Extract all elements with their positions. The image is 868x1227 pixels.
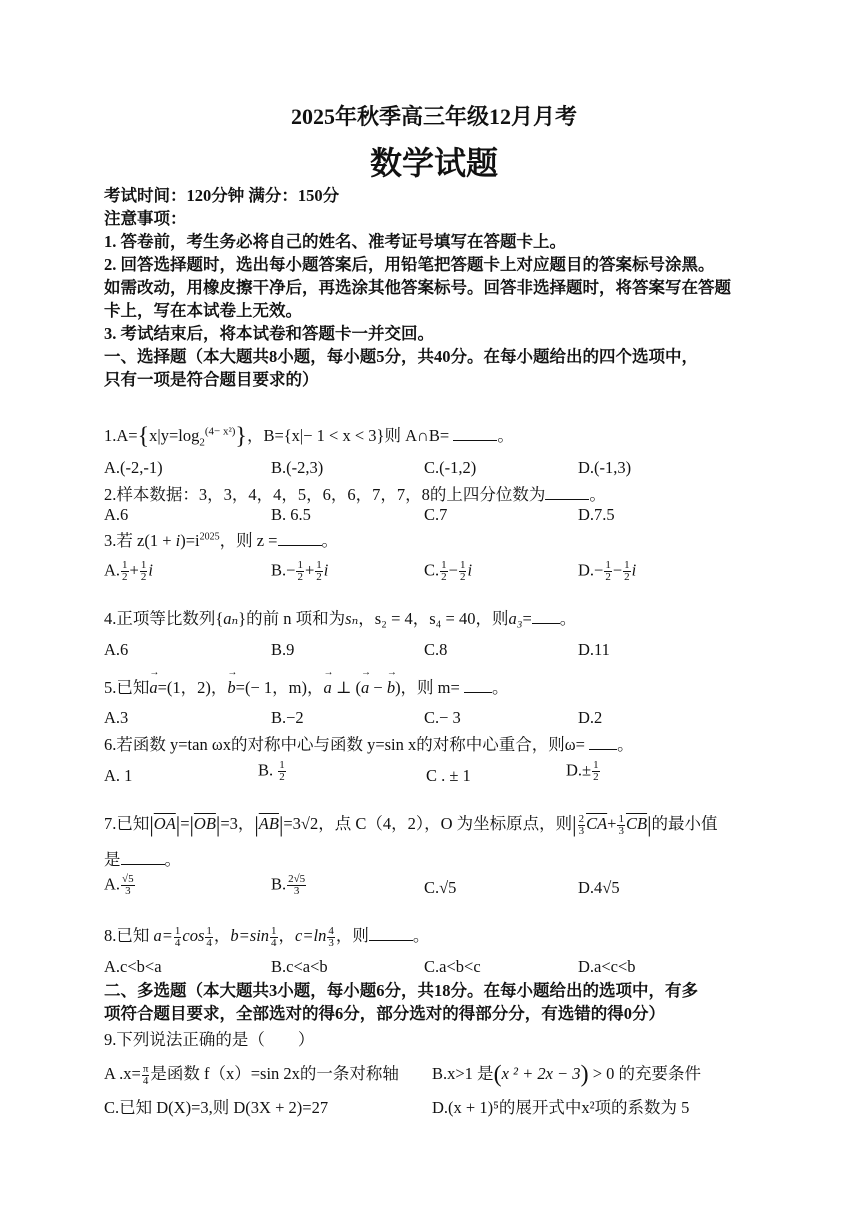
- q3-d-frac2: [623, 560, 631, 583]
- q7-frac2-den: 3: [618, 824, 624, 837]
- q3-a-unit: i: [148, 560, 153, 580]
- q4-end: 。: [559, 609, 577, 628]
- section2-heading-cont: 项符合题目要求，全部选对的得6分，部分选对的得部分分，有选错的得0分）: [104, 1004, 665, 1023]
- q7-a-frac: [121, 874, 135, 897]
- q7-b-frac-den: 3: [293, 885, 300, 897]
- q3-i: i: [175, 531, 181, 550]
- q6-b-frac: [278, 760, 286, 783]
- q7-plus: +: [607, 814, 617, 833]
- q4-sn: sₙ: [345, 609, 359, 628]
- q3-a-label: A.: [104, 560, 121, 580]
- q7-a-frac-den: 3: [125, 885, 131, 897]
- q7-frac1-den: 3: [578, 824, 585, 837]
- q8-cos-frac: [205, 926, 213, 949]
- q1-mid: ，B={x|− 1 < x < 3}则 A∩B=: [246, 426, 450, 445]
- q3-d-sign1: −: [594, 560, 604, 580]
- q3-d-sign2: −: [612, 560, 623, 580]
- q4-option-c: C.8: [424, 640, 448, 659]
- q3-end: 。: [321, 531, 338, 550]
- q5-vec-b2: → b: [387, 678, 395, 698]
- q8-ln-frac: [327, 926, 335, 949]
- q8-sin-frac-den: 4: [271, 936, 277, 949]
- q1-log-arg: (4− x²): [204, 425, 236, 438]
- q3-b-frac1-num: 1: [297, 559, 303, 571]
- subject-title: 数学试题: [369, 144, 498, 182]
- notice-2-cont: 如需改动，用橡皮擦干净后，再选涂其他答案标号。回答非选择题时，将答案写在答题: [104, 278, 731, 297]
- q7-text2: =: [180, 814, 190, 833]
- q3-answer-blank[interactable]: [278, 531, 322, 546]
- q3-d-frac2-den: 2: [624, 571, 630, 583]
- q5-vec-a2: → a: [323, 678, 331, 698]
- q3-b-label: B.: [271, 560, 287, 580]
- q8-ln: ln: [313, 926, 327, 945]
- q6-d-frac-num: 1: [593, 759, 599, 771]
- q9-option-c: C.已知 D(X)=3,则 D(3X + 2)=27: [104, 1098, 329, 1117]
- q3-b-frac2-num: 1: [316, 559, 322, 571]
- q3-d-frac1: [604, 560, 612, 583]
- q3-prefix: 3.若 z(1 +: [104, 531, 176, 550]
- q3-c-frac1: [440, 560, 448, 583]
- question-4: [104, 605, 576, 629]
- q3-a-frac2-den: 2: [140, 571, 147, 583]
- q3-c-frac1-den: 2: [441, 571, 447, 583]
- q9-option-b: B.x>1 是(x ² + 2x − 3) > 0 的充要条件: [432, 1061, 701, 1088]
- q3-c-frac2-den: 2: [459, 571, 466, 583]
- q1-option-a: A.(-2,-1): [104, 458, 163, 477]
- q8-a-frac-num: 1: [174, 924, 181, 937]
- q6-option-b: [258, 760, 287, 783]
- question-8: [104, 922, 429, 949]
- q5-option-a: A.3: [104, 708, 129, 727]
- q7-option-d: D.4√5: [578, 878, 620, 897]
- q7-vec-oa: $\overline{OA}$: [153, 814, 176, 833]
- q7-option-a: [104, 874, 136, 897]
- q9-a-text1: A .x=: [104, 1064, 141, 1083]
- question-7: 7.已知$|\overline{OA}|=|\overline{OB}|=3$，$|\overline{AB}|=3√2$，点 C（4，2），O 为坐标原点，则| $\frac{2}{3}$ $\overline{CA}+$ $\frac{1}{3}$ $\overline{CB}|$的最小值: [104, 812, 718, 838]
- q8-cos-frac-num: 1: [206, 924, 212, 937]
- q8-option-c: C.a<b<c: [424, 957, 481, 976]
- q5-text4: ⊥ (: [331, 678, 361, 697]
- q9-a-frac-num: π: [142, 1062, 149, 1075]
- q7-b-frac: [287, 874, 306, 897]
- q6-d-frac: [592, 760, 600, 783]
- q5-text1: 5.已知: [104, 678, 150, 697]
- q8-option-b: B.c<a<b: [271, 957, 328, 976]
- q3-d-frac1-den: 2: [605, 571, 611, 583]
- q6-option-d: [566, 760, 601, 783]
- q8-option-d: D.a<c<b: [578, 957, 636, 976]
- q3-option-a: [104, 560, 153, 583]
- q7-vec-ob: $\overline{OB}$: [193, 814, 216, 833]
- q3-d-label: D.: [578, 560, 595, 580]
- q3-option-c: [424, 560, 472, 583]
- q3-c-label: C.: [424, 560, 440, 580]
- q8-ln-frac-num: 4: [328, 924, 334, 937]
- notice-1: 1. 答卷前，考生务必将自己的姓名、准考证号填写在答题卡上。: [104, 232, 566, 251]
- q3-c-sign2: −: [448, 560, 458, 580]
- q8-answer-blank[interactable]: [369, 926, 413, 941]
- q3-d-frac2-num: 1: [624, 559, 630, 571]
- q2-option-b: B. 6.5: [271, 505, 311, 524]
- q9-a-frac-den: 4: [142, 1074, 149, 1087]
- q6-b-frac-num: 1: [279, 759, 285, 771]
- question-7-cont: [104, 846, 181, 870]
- q8-text1: 8.已知: [104, 926, 154, 945]
- q9-b-expr: x ² + 2x − 3: [501, 1064, 581, 1083]
- q9-option-d: D.(x + 1)⁵的展开式中x²项的系数为 5: [432, 1098, 690, 1117]
- q8-a: a=: [153, 926, 173, 945]
- q9-option-a: [104, 1060, 399, 1087]
- q8-cos-frac-den: 4: [206, 936, 212, 949]
- q1-set-a: x|y=log: [149, 426, 200, 445]
- q4-text3: ，s₂ = 4，s₄ = 40，则: [358, 609, 509, 628]
- q1-log-base: 2: [199, 436, 205, 449]
- q3-a-frac2-num: 1: [140, 559, 147, 571]
- q7-frac2-num: 1: [618, 812, 624, 825]
- question-3: [104, 527, 338, 551]
- q1-option-d: D.(-1,3): [578, 458, 632, 477]
- q9-a-frac: [142, 1064, 150, 1087]
- q2-option-a: A.6: [104, 505, 129, 524]
- q8-sin: sin: [249, 926, 270, 945]
- q3-option-b: [271, 560, 328, 583]
- q4-option-b: B.9: [271, 640, 295, 659]
- section1-heading: 一、选择题（本大题共8小题，每小题5分，共40分。在每小题给出的四个选项中，: [104, 347, 698, 366]
- exam-title: 2025年秋季高三年级12月月考: [290, 104, 577, 129]
- q8-end: 。: [412, 926, 430, 945]
- q7-b-label: B.: [271, 874, 287, 894]
- q6-d-frac-den: 2: [593, 771, 599, 783]
- q5-answer-blank[interactable]: [464, 678, 492, 693]
- q3-c-frac2: [459, 560, 467, 583]
- q3-b-sign1: −: [286, 560, 296, 580]
- q8-ln-frac-den: 3: [328, 936, 334, 949]
- q7-frac1-num: 2: [578, 812, 585, 825]
- q5-option-b: B.−2: [271, 708, 304, 727]
- q9-b-text1: B.x>1 是: [432, 1064, 494, 1083]
- q3-b-frac2-den: 2: [316, 571, 322, 583]
- q5-text3: =(− 1，m)，: [235, 678, 324, 697]
- q8-option-a: A.c<b<a: [104, 957, 162, 976]
- q3-b-frac2: [315, 560, 323, 583]
- q4-text2: }的前 n 项和为: [238, 609, 346, 628]
- q3-a-frac2: [140, 560, 148, 583]
- q8-a-frac-den: 4: [174, 936, 181, 949]
- q6-text: 6.若函数 y=tan ωx的对称中心与函数 y=sin x的对称中心重合，则ω=: [104, 735, 585, 754]
- q1-option-c: C.(-1,2): [424, 458, 477, 477]
- q8-cos: cos: [182, 926, 205, 945]
- notice-2-cont2: 卡上，写在本试卷上无效。: [104, 301, 302, 320]
- q8-sin-frac-num: 1: [271, 924, 277, 937]
- q3-mid2: ，则 z =: [219, 531, 278, 550]
- q3-c-frac1-num: 1: [441, 559, 447, 571]
- notice-3: 3. 考试结束后，将本试卷和答题卡一并交回。: [104, 324, 434, 343]
- q3-a-frac1-den: 2: [122, 571, 128, 583]
- q7-vec-ab: $\overline{AB}$: [258, 814, 279, 833]
- q7-option-b: [271, 874, 307, 897]
- question-1: $1.A=\{x|y=\log_2^{(4- x^2)}\}$，B={x|− 1 < x < 3}则 A∩B= 。: [104, 423, 514, 450]
- q1-end: 。: [497, 426, 514, 445]
- q1-prefix: 1.A=: [104, 426, 138, 445]
- q4-an: aₙ: [223, 609, 239, 628]
- q7-frac2: [617, 814, 625, 837]
- q5-end: 。: [491, 678, 509, 697]
- q5-option-d: D.2: [578, 708, 603, 727]
- q3-b-sign2: +: [304, 560, 315, 580]
- q7-end: 。: [164, 850, 181, 869]
- q8-c: c=: [295, 926, 314, 945]
- q3-b-unit: i: [323, 560, 329, 580]
- question-2: [104, 481, 606, 505]
- q3-a-frac1-num: 1: [122, 559, 128, 571]
- question-6: [104, 731, 634, 755]
- q7-line2: 是: [104, 850, 121, 869]
- q7-frac1: [578, 814, 586, 837]
- q7-option-c: C.√5: [424, 878, 457, 897]
- q3-a-frac1: [121, 560, 129, 583]
- q3-c-frac2-num: 1: [459, 559, 466, 571]
- q7-a-frac-num: √5: [122, 873, 134, 885]
- q7-text4: =3√2，点 C（4，2），O 为坐标原点，则: [283, 814, 573, 833]
- q3-exp: 2025: [199, 531, 220, 543]
- q7-a-label: A.: [104, 874, 121, 894]
- question-9: 9.下列说法正确的是（ ）: [104, 1030, 315, 1049]
- q7-text1: 7.已知: [104, 814, 150, 833]
- q8-sin-frac: [270, 926, 278, 949]
- time-line: 考试时间：120分钟 满分：150分: [104, 186, 340, 205]
- q7-text5: 的最小值: [651, 814, 718, 833]
- q1-option-b: B.(-2,3): [271, 458, 324, 477]
- notice-2: 2. 回答选择题时，选出每小题答案后，用铅笔把答题卡上对应题目的答案标号涂黑。: [104, 255, 715, 274]
- q2-text: 2.样本数据：3，3，4，4，5，6，6，7，7，8的上四分位数为: [104, 485, 546, 504]
- q6-d-label: D.±: [566, 760, 592, 780]
- q2-option-c: C.7: [424, 505, 448, 524]
- q6-b-label: B.: [258, 760, 274, 780]
- q4-answer-blank[interactable]: [532, 609, 560, 624]
- q4-a3: a₃: [508, 609, 523, 628]
- q5-vec-a: → a: [149, 678, 157, 698]
- q3-a-sign2: +: [129, 560, 139, 580]
- q8-a-frac: [174, 926, 182, 949]
- q7-vec-cb: $\overline{CB}$: [625, 814, 648, 833]
- q2-option-d: D.7.5: [578, 505, 615, 524]
- q7-text3: =3，: [220, 814, 255, 833]
- q5-text2: =(1，2)，: [157, 678, 228, 697]
- q5-text6: )，则 m=: [395, 678, 460, 697]
- q7-vec-ca: $\overline{CA}$: [586, 814, 608, 833]
- q4-option-a: A.6: [104, 640, 129, 659]
- notice-heading: 注意事项：: [104, 209, 187, 228]
- q8-comma1: ，: [213, 926, 231, 945]
- q8-b: b=: [230, 926, 250, 945]
- q2-end: 。: [589, 485, 606, 504]
- q6-option-a: A. 1: [104, 766, 133, 785]
- q6-option-c: C . ± 1: [426, 766, 471, 785]
- q6-answer-blank[interactable]: [589, 735, 617, 750]
- q6-b-frac-den: 2: [279, 771, 285, 783]
- section2-heading: 二、多选题（本大题共3小题，每小题6分，共18分。在每小题给出的选项中，有多: [104, 981, 698, 1000]
- q5-text5: −: [369, 678, 387, 697]
- q7-answer-blank[interactable]: [121, 850, 165, 865]
- q3-d-frac1-num: 1: [605, 559, 611, 571]
- question-5: [104, 674, 508, 698]
- q8-comma2: ，: [278, 926, 296, 945]
- q4-option-d: D.11: [578, 640, 610, 659]
- q3-mid: )=i: [180, 531, 200, 550]
- q3-c-unit: i: [467, 560, 473, 580]
- section1-heading-cont: 只有一项是符合题目要求的）: [104, 370, 319, 389]
- q3-b-frac1-den: 2: [297, 571, 303, 583]
- q4-text1: 4.正项等比数列{: [104, 609, 224, 628]
- q2-answer-blank[interactable]: [545, 485, 589, 500]
- q8-text2: ，则: [335, 926, 369, 945]
- q4-text4: =: [522, 609, 532, 628]
- q3-d-unit: i: [631, 560, 637, 580]
- q5-vec-b: → b: [227, 678, 235, 698]
- q9-b-text3: > 0 的充要条件: [588, 1064, 701, 1083]
- q5-option-c: C.− 3: [424, 708, 461, 727]
- q6-end: 。: [617, 735, 634, 754]
- q3-option-d: [578, 560, 636, 583]
- q7-b-frac-num: 2√5: [288, 873, 306, 885]
- q5-vec-a3: → a: [361, 678, 369, 698]
- q3-b-frac1: [296, 560, 304, 583]
- q1-answer-blank[interactable]: [453, 426, 497, 441]
- q9-a-text2: 是函数 f（x）=sin 2x的一条对称轴: [150, 1064, 399, 1083]
